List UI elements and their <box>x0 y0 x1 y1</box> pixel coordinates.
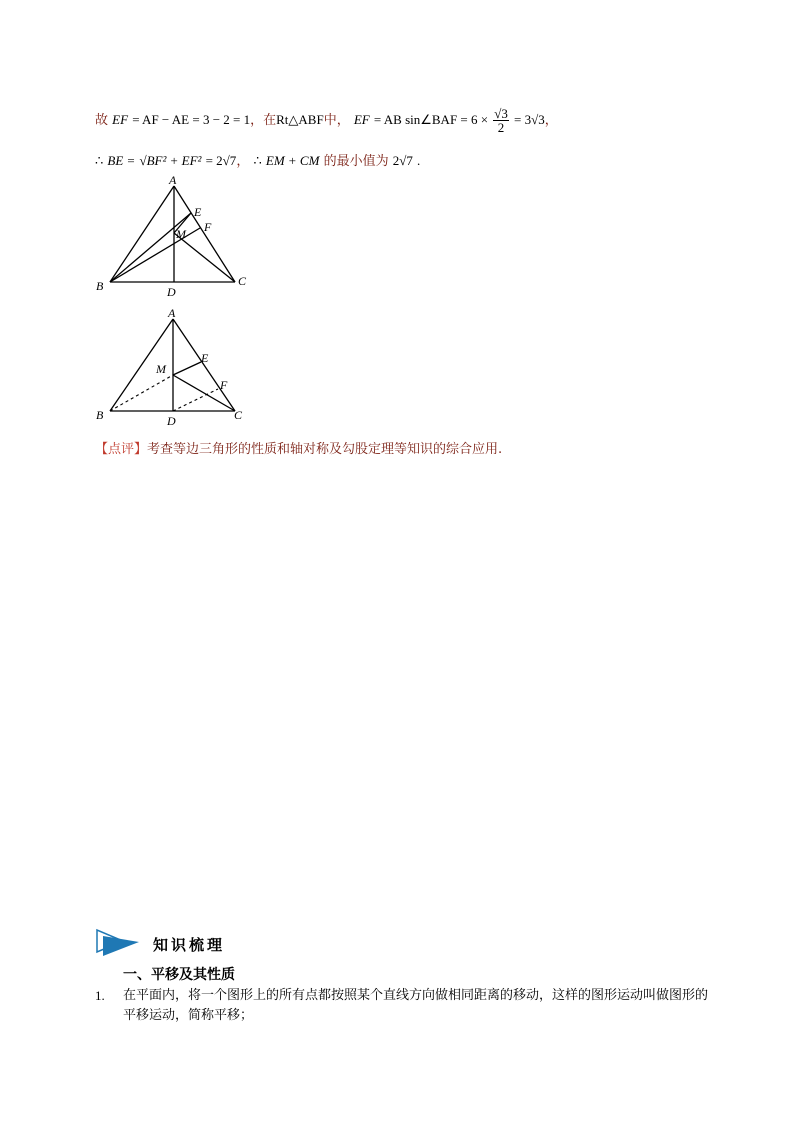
fig1-label-e: E <box>194 205 202 219</box>
therefore-symbol: ∴ <box>95 153 104 168</box>
fig2-label-a: A <box>168 306 176 320</box>
text-period: . <box>417 153 421 168</box>
list-item <box>95 986 715 1026</box>
solution-line-1 <box>95 107 558 134</box>
math-eq-2: = 2 <box>205 153 223 168</box>
text-comma-zai: ，在 <box>250 113 277 128</box>
fig2-label-b: B <box>96 408 104 422</box>
figure-1-triangle <box>90 172 260 302</box>
comment-tag: 【点评】 <box>95 442 148 457</box>
math-sqrt-expr: √BF² + EF² <box>139 153 202 168</box>
fig1-label-f: F <box>204 220 212 234</box>
list-item-number: 1. <box>95 988 105 1003</box>
fig2-label-f: F <box>220 378 228 392</box>
text-comma: ， <box>236 154 250 169</box>
math-rt-triangle: Rt△ABF <box>276 112 324 127</box>
list-item-text: 在平面内，将一个图形上的所有点都按照某个直线方向做相同距离的移动，这样的图形运动叫做图形的平移运动，简称平移； <box>123 988 709 1023</box>
math-be-eq: BE = <box>107 153 136 168</box>
fig1-line-be <box>110 213 191 282</box>
fig1-side-ab <box>110 186 174 282</box>
fig1-label-a: A <box>169 173 177 187</box>
fig2-dashed-bm <box>110 375 173 411</box>
text-zhong: 中， <box>323 113 350 128</box>
text-gu: 故 <box>95 113 109 128</box>
math-ab-sin: = AB sin∠BAF = 6 × <box>373 112 489 127</box>
fig1-line-bf <box>110 228 200 282</box>
comment-line <box>95 438 502 457</box>
fig1-label-b: B <box>96 279 104 293</box>
math-em-cm: EM + CM <box>265 153 320 168</box>
fraction-numerator: √3 <box>494 106 508 121</box>
fig2-label-m: M <box>156 362 166 376</box>
fig2-line-me <box>173 362 201 375</box>
fig2-label-d: D <box>167 414 176 428</box>
math-val-2: 2 <box>392 153 400 168</box>
text-min-value: 的最小值为 <box>323 154 389 169</box>
solution-line-2 <box>95 150 420 169</box>
fig1-label-c: C <box>238 274 247 288</box>
fig2-side-ac <box>173 319 235 411</box>
therefore-symbol-2: ∴ <box>253 153 262 168</box>
math-sqrt7-b: √7 <box>399 153 413 168</box>
math-fraction <box>493 107 509 134</box>
text-comma: ， <box>544 113 558 128</box>
play-triangle-icon <box>95 928 145 958</box>
math-ef: EF <box>112 112 129 127</box>
figure-2-triangle <box>90 305 260 430</box>
fig2-dashed-df <box>173 389 218 411</box>
math-sqrt3: √3 <box>531 112 545 127</box>
math-af-ae: = AF − AE = 3 − 2 = 1 <box>132 112 251 127</box>
fig2-label-c: C <box>234 408 243 422</box>
fig1-label-m: M <box>176 227 186 241</box>
section-title: 知识梳理 <box>153 936 226 954</box>
fraction-denominator: 2 <box>497 120 505 135</box>
math-eq-3: = 3 <box>514 112 532 127</box>
math-sqrt7: √7 <box>222 153 237 168</box>
subsection-title: 一、平移及其性质 <box>123 967 235 983</box>
comment-text: 考查等边三角形的性质和轴对称及勾股定理等知识的综合应用. <box>147 442 503 457</box>
math-ef-2: EF <box>353 112 370 127</box>
fig1-label-d: D <box>167 285 176 299</box>
fig2-label-e: E <box>201 351 209 365</box>
